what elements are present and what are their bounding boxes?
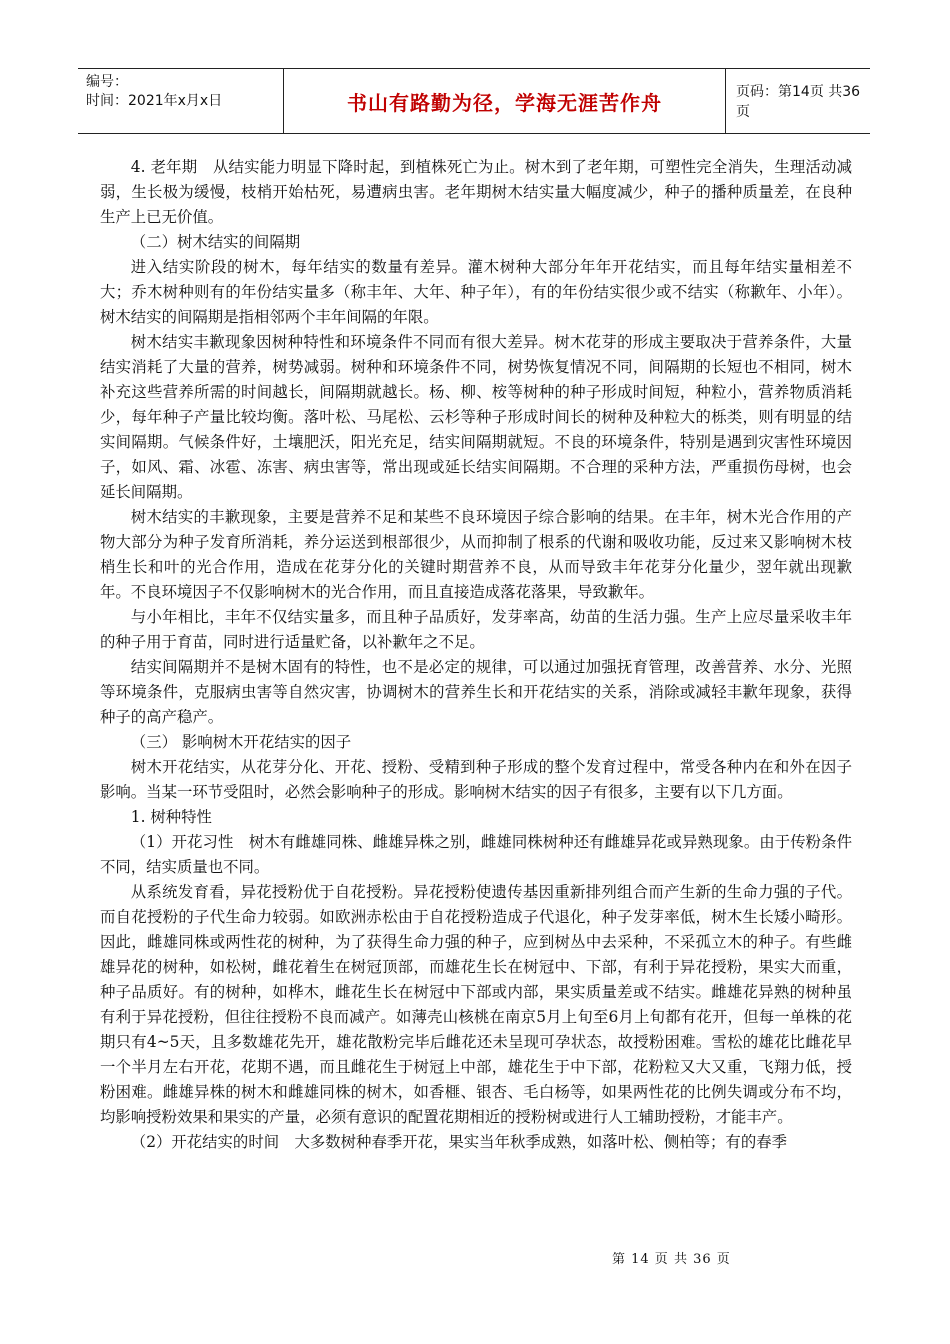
paragraph: 与小年相比，丰年不仅结实量多，而且种子品质好，发芽率高，幼苗的生活力强。生产上应尽量采收丰年的种子用于育苗，同时进行适量贮备，以补歉年之不足。 (100, 608, 852, 651)
paragraph: 4. 老年期 从结实能力明显下降时起，到植株死亡为止。树木到了老年期，可塑性完全消失，生理活动减弱，生长极为缓慢，枝梢开始枯死，易遭病虫害。老年期树木结实量大幅度减少，种子的播种质量差，在良种生产上已无价值。 (100, 158, 852, 226)
paragraph: 从系统发育看，异花授粉优于自花授粉。异花授粉使遗传基因重新排列组合而产生新的生命力强的子代。而自花授粉的子代生命力较弱。如欧洲赤松由于自花授粉造成子代退化，种子发芽率低，树木生长矮小畸形。因此，雌雄同株或两性花的树种，为了获得生命力强的种子，应到树丛中去采种，不采孤立木的种子。有些雌雄异花的树种，如松树，雌花着生在树冠顶部，而雄花生长在树冠中、下部，有利于异花授粉，果实大而重，种子品质好。有的树种，如桦木，雌花生长在树冠中下部或内部，果实质量差或不结实。雌雄花异熟的树种虽有利于异花授粉，但往往授粉不良而减产。如薄壳山核桃在南京5月上旬至6月上旬都有花开，但每一单株的花期只有4~5天，且多数雄花先开，雄花散粉完毕后雌花还未呈现可孕状态，故授粉困难。雪松的雄花比雌花早一个半月左右开花，花期不遇，而且雌花生于树冠上中部，雄花生于中下部，花粉粒又大又重，飞翔力低，授粉困难。雌雄异株的树木和雌雄同株的树木，如香榧、银杏、毛白杨等，如果两性花的比例失调或分布不均，均影响授粉效果和果实的产量，必须有意识的配置花期相近的授粉树或进行人工辅助授粉，才能丰产。 (100, 883, 852, 1126)
page-header (78, 68, 870, 134)
paragraph: （1）开花习性 树木有雌雄同株、雌雄异株之别，雌雄同株树种还有雌雄异花或异熟现象。由于传粉条件不同，结实质量也不同。 (100, 833, 852, 876)
paragraph: 进入结实阶段的树木，每年结实的数量有差异。灌木树种大部分年年开花结实，而且每年结实量相差不大；乔木树种则有的年份结实量多（称丰年、大年、种子年），有的年份结实很少或不结实（称歉年、小年）。树木结实的间隔期是指相邻两个丰年间隔的年限。 (100, 258, 852, 326)
page-footer: 第 14 页 共 36 页 (612, 1252, 731, 1267)
header-motto: 书山有路勤为径，学海无涯苦作舟 (284, 69, 726, 133)
header-meta (78, 69, 284, 133)
doc-code-label: 编号： (86, 74, 128, 90)
paragraph: 树木结实丰歉现象因树种特性和环境条件不同而有很大差异。树木花芽的形成主要取决于营养条件，大量结实消耗了大量的营养，树势减弱。树种和环境条件不同，树势恢复情况不同，间隔期的长短也不相同，树木补充这些营养所需的时间越长，间隔期就越长。杨、柳、桉等树种的种子形成时间短，种粒小，营养物质消耗少，每年种子产量比较均衡。落叶松、马尾松、云杉等种子形成时间长的树种及种粒大的栎类，则有明显的结实间隔期。气候条件好，土壤肥沃，阳光充足，结实间隔期就短。不良的环境条件，特别是遇到灾害性环境因子，如风、霜、冰雹、冻害、病虫害等，常出现或延长结实间隔期。不合理的采种方法，严重损伤母树，也会延长间隔期。 (100, 333, 852, 501)
paragraph: （2）开花结实的时间 大多数树种春季开花，果实当年秋季成熟，如落叶松、侧柏等；有的春季 (130, 1133, 787, 1151)
paragraph: 结实间隔期并不是树木固有的特性，也不是必定的规律，可以通过加强抚育管理，改善营养、水分、光照等环境条件，克服病虫害等自然灾害，协调树木的营养生长和开花结实的关系，消除或减轻丰歉年现象，获得种子的高产稳产。 (100, 658, 852, 726)
header-page-number: 页码：第14页 共36页 (736, 84, 861, 120)
paragraph: 树木结实的丰歉现象，主要是营养不足和某些不良环境因子综合影响的结果。在丰年，树木光合作用的产物大部分为种子发育所消耗，养分运送到根部很少，从而抑制了根系的代谢和吸收功能，反过来又影响树木枝梢生长和叶的光合作用，造成在花芽分化的关键时期营养不良，从而导致丰年花芽分化量少，翌年就出现歉年。不良环境因子不仅影响树木的光合作用，而且直接造成落花落果，导致歉年。 (100, 508, 852, 601)
section-heading: （三） 影响树木开花结实的因子 (130, 733, 352, 751)
paragraph: 树木开花结实，从花芽分化、开花、授粉、受精到种子形成的整个发育过程中，常受各种内在和外在因子影响。当某一环节受阻时，必然会影响种子的形成。影响树木结实的因子有很多，主要有以下几方面。 (100, 758, 852, 801)
subsection-heading: 1. 树种特性 (130, 808, 212, 826)
section-heading: （二）树木结实的间隔期 (130, 233, 301, 251)
doc-time-label: 时间：2021年x月x日 (86, 93, 223, 109)
document-body (100, 155, 852, 1155)
